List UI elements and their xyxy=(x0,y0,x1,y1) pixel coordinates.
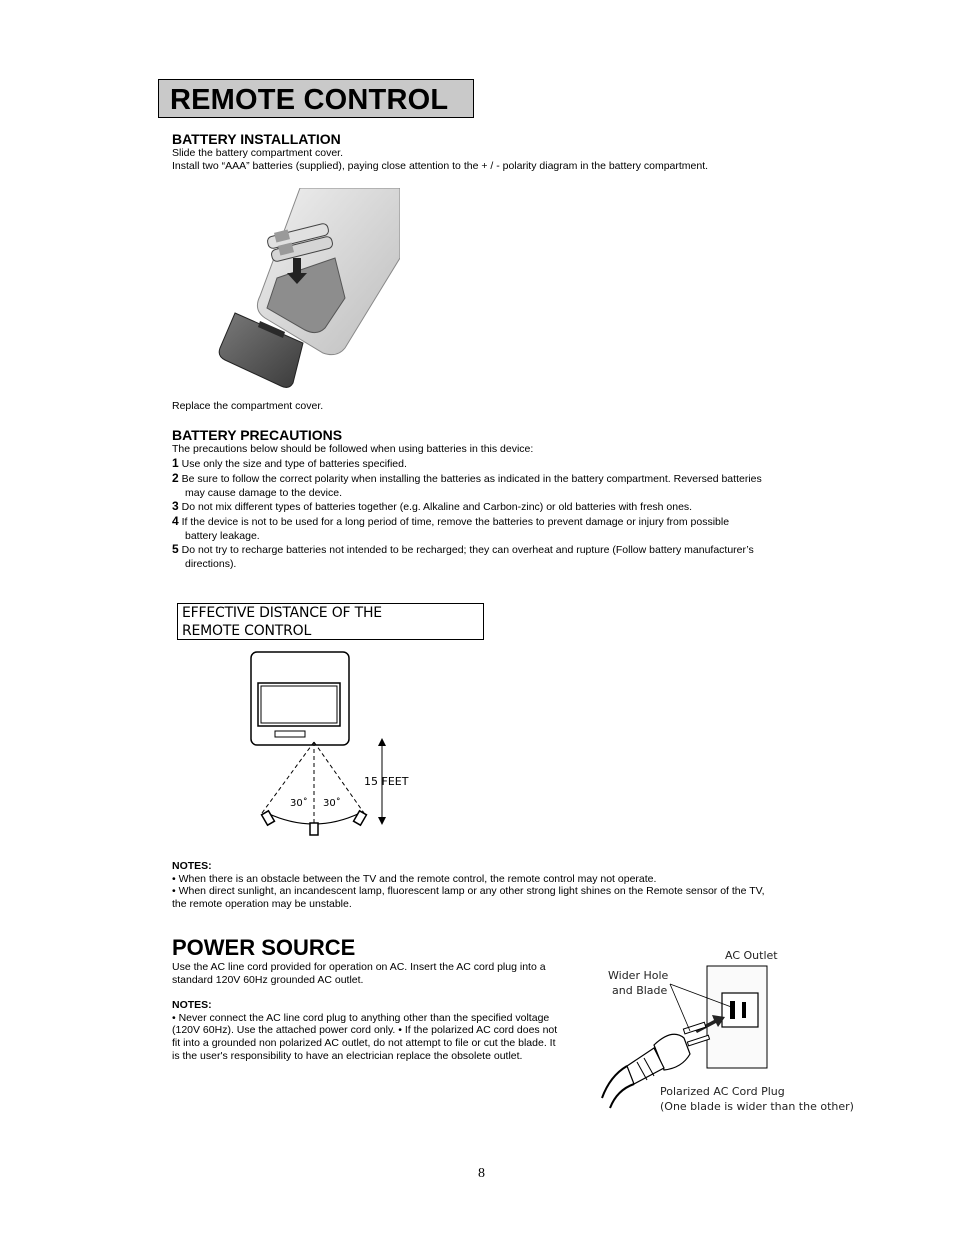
effective-distance-diagram xyxy=(172,645,490,845)
battery-installation-heading: BATTERY INSTALLATION xyxy=(172,131,341,147)
precaution-text-continued: may cause damage to the device. xyxy=(185,486,343,499)
precaution-item xyxy=(172,543,754,571)
plug-label: Polarized AC Cord Plug xyxy=(660,1085,785,1098)
precaution-number: 5 xyxy=(172,542,179,556)
precaution-text: Do not try to recharge batteries not intended to be recharged; they can overheat and rupture (Follow battery manufacturer’s xyxy=(181,544,754,556)
precaution-item xyxy=(172,500,692,515)
tv-icon xyxy=(251,652,349,745)
notes-line2: • When direct sunlight, an incandescent lamp, fluorescent lamp or any other strong light shines on the Remote sensor of the TV, xyxy=(172,885,765,897)
battery-precautions-heading: BATTERY PRECAUTIONS xyxy=(172,427,343,443)
page-title: REMOTE CONTROL xyxy=(170,84,449,116)
power-source-line2: standard 120V 60Hz grounded AC outlet. xyxy=(172,974,364,986)
precaution-item xyxy=(172,472,762,500)
precaution-text-continued: battery leakage. xyxy=(185,529,260,542)
battery-installation-line3: Replace the compartment cover. xyxy=(172,400,324,412)
power-note-line: (120V 60Hz). Use the attached power cord only. • If the polarized AC cord does not xyxy=(172,1024,558,1036)
precaution-text: Use only the size and type of batteries specified. xyxy=(181,458,407,470)
precaution-item xyxy=(172,457,407,472)
notes-heading: NOTES: xyxy=(172,860,212,872)
remote-battery-illustration xyxy=(205,188,400,393)
ac-outlet-label: AC Outlet xyxy=(725,949,778,962)
precaution-text: If the device is not to be used for a long period of time, remove the batteries to prevent damage or injury from possible xyxy=(181,516,730,528)
precaution-number: 3 xyxy=(172,499,179,513)
precaution-number: 1 xyxy=(172,456,179,470)
power-notes-heading: NOTES: xyxy=(172,999,212,1011)
wider-hole-label: and Blade xyxy=(612,984,668,997)
notes-line3: the remote operation may be unstable. xyxy=(172,898,352,910)
effective-distance-title-line2: REMOTE CONTROL xyxy=(182,622,312,639)
power-note-line: fit into a grounded non polarized AC outlet, do not attempt to file or cut the blade. It xyxy=(172,1037,556,1049)
precaution-number: 2 xyxy=(172,471,179,485)
battery-installation-line2: Install two “AAA” batteries (supplied), paying close attention to the + / - polarity diagram in the battery compartment. xyxy=(172,160,709,172)
precaution-text: Do not mix different types of batteries together (e.g. Alkaline and Carbon-zinc) or old batteries with fresh ones. xyxy=(181,501,693,513)
angle-left-label: 30˚ xyxy=(290,798,308,809)
notes-line1: • When there is an obstacle between the TV and the remote control, the remote control may not operate. xyxy=(172,873,657,885)
power-source-heading: POWER SOURCE xyxy=(172,935,356,960)
battery-precautions-intro: The precautions below should be followed when using batteries in this device: xyxy=(172,443,534,455)
wider-hole-label: Wider Hole xyxy=(608,969,669,982)
battery-installation-line1: Slide the battery compartment cover. xyxy=(172,147,343,159)
page-number: 8 xyxy=(478,1166,485,1181)
polarized-plug-illustration xyxy=(592,938,860,1118)
plug-label: (One blade is wider than the other) xyxy=(660,1100,854,1113)
power-note-line: is the user's responsibility to have an electrician replace the obsolete outlet. xyxy=(172,1050,523,1062)
precaution-item xyxy=(172,515,729,543)
precaution-text: Be sure to follow the correct polarity when installing the batteries as indicated in the battery compartment. Reversed batteries xyxy=(181,473,762,485)
distance-label: 15 FEET xyxy=(364,775,409,788)
power-note-line: • Never connect the AC line cord plug to anything other than the specified voltage xyxy=(172,1012,550,1024)
power-source-line1: Use the AC line cord provided for operation on AC. Insert the AC cord plug into a xyxy=(172,961,546,973)
precaution-number: 4 xyxy=(172,514,179,528)
precaution-text-continued: directions). xyxy=(185,557,237,570)
page-title-box xyxy=(158,79,474,118)
effective-distance-title-box xyxy=(177,603,484,640)
effective-distance-title-line1: EFFECTIVE DISTANCE OF THE xyxy=(182,605,382,621)
ac-outlet-icon xyxy=(722,993,758,1027)
angle-right-label: 30˚ xyxy=(323,798,341,809)
